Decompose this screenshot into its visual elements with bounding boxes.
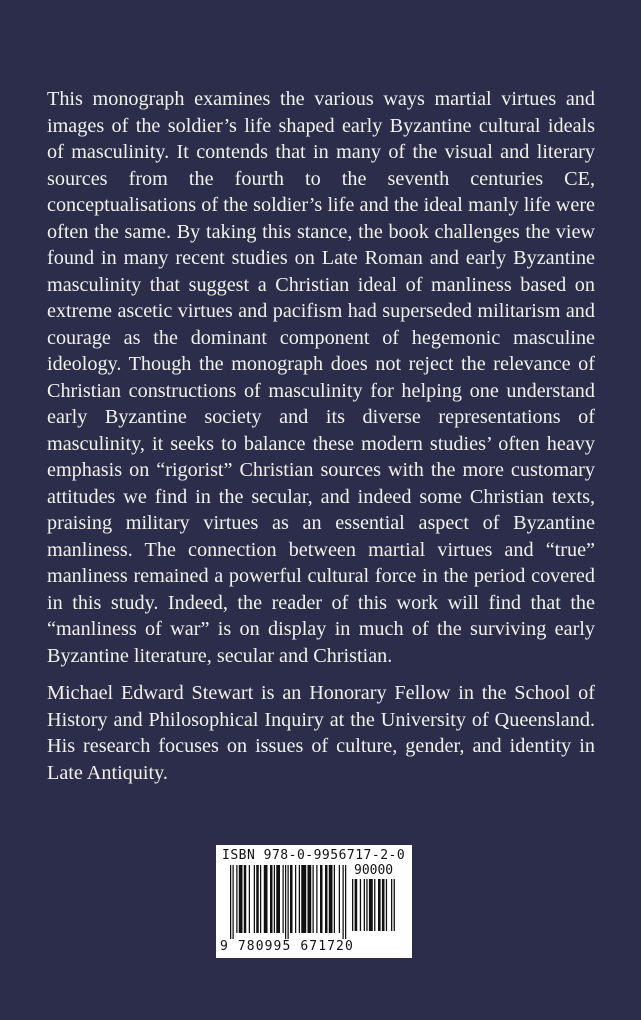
barcode-bar — [276, 865, 280, 933]
barcode-bar — [360, 879, 361, 931]
barcode-bar — [339, 865, 340, 933]
barcode-bar — [283, 865, 284, 933]
barcode-bar — [369, 879, 373, 931]
barcode-bar — [352, 879, 353, 931]
author-bio: Michael Edward Stewart is an Honorary Fellow in the School of History and Philosophical Inquiry at the University of Queensland. His research focuses on issues of culture, gender, and identity in Late Antiquity. — [47, 682, 595, 784]
barcode-bar — [382, 879, 385, 931]
barcode-bar — [239, 865, 243, 933]
barcode-bar — [320, 865, 323, 933]
price-addon-bars — [352, 879, 404, 937]
barcode-bar — [391, 879, 392, 931]
isbn-barcode — [216, 845, 412, 958]
barcode-bar — [260, 865, 261, 933]
barcode-bar — [316, 865, 317, 933]
barcode-bar — [236, 865, 237, 933]
barcode-bar — [299, 865, 300, 933]
barcode-bar — [285, 865, 286, 939]
barcode-bar — [364, 879, 365, 931]
barcode-bar — [290, 865, 293, 933]
barcode-bar — [301, 865, 306, 933]
barcode-bar — [374, 879, 375, 931]
isbn-label: ISBN 978-0-9956717-2-0 — [222, 848, 406, 863]
barcode-bar — [308, 865, 312, 933]
barcode-bar — [345, 865, 346, 939]
price-code: 90000 — [354, 863, 394, 878]
barcode-bar — [295, 865, 296, 933]
barcode-bar — [230, 865, 231, 939]
barcode-bar — [244, 865, 247, 933]
barcode-bar — [394, 879, 395, 931]
barcode-bar — [386, 879, 387, 931]
barcode-bar — [264, 865, 268, 933]
barcode-bar — [325, 865, 328, 933]
ean-digits: 9 780995 671720 — [220, 939, 354, 954]
barcode-bar — [329, 865, 333, 933]
barcode-bar — [334, 865, 335, 933]
barcode-bar — [355, 879, 358, 931]
barcode-bar — [254, 865, 255, 933]
barcode-bar — [313, 865, 314, 933]
barcode-bar — [256, 865, 259, 933]
barcode-bar — [249, 865, 250, 933]
barcode-bars — [230, 865, 348, 939]
barcode-bar — [343, 865, 344, 939]
barcode-bar — [366, 879, 367, 931]
barcode-bar — [378, 879, 381, 931]
barcode-bar — [270, 865, 273, 933]
barcode-bar — [233, 865, 234, 939]
barcode-bar — [274, 865, 275, 933]
book-description: This monograph examines the various ways martial virtues and images of the soldier’s life shaped early Byzantine cultural ideals of masculinity. It contends that in many of the visual and literary sources from the fourth to the seventh centuries CE, conceptualisations of the soldier’s life and the ideal manly life were often the same. By taking this stance, the book challenges the view found in many recent studies on Late Roman and early Byzantine masculinity that suggest a Christian ideal of manliness based on extreme ascetic virtues and pacifism had superseded militarism and courage as the dominant component of hegemonic masculine ideology. Though the monograph does not reject the relevance of Christian constructions of masculinity for helping one understand early Byzantine society and its diverse representations of masculinity, it seeks to balance these modern studies’ often heavy emphasis on “rigorist” Christian sources with the more customary attitudes we find in the secular, and indeed some Christian texts, praising military virtues as an essential aspect of Byzantine manliness. The connection between martial virtues and “true” manliness remained a powerful cultural force in the period covered in this study. Indeed, the reader of this work will find that the “manliness of war” is on display in much of the surviving early Byzantine literature, secular and Christian. — [47, 88, 595, 667]
barcode-bar — [288, 865, 289, 939]
